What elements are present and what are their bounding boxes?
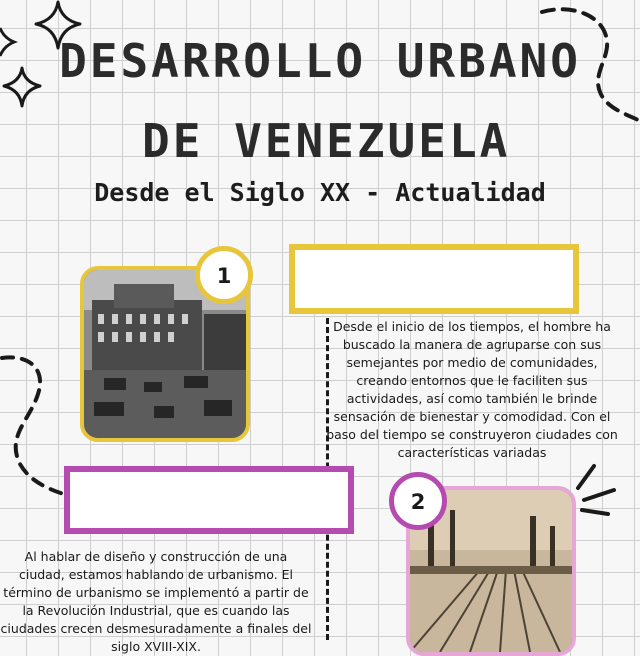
- section1-number-badge: 1: [195, 246, 253, 304]
- section2-paragraph: Al hablar de diseño y construcción de una ciudad, estamos hablando de urbanismo. El término de urbanismo se implementó a partir de la Revolución Industrial, que es cuando las ciudades crecen desmesuradamente a finales del siglo XVIII-XIX.: [0, 549, 312, 654]
- burst-lines-decoration: [572, 462, 640, 518]
- section2-number-badge: 2: [389, 472, 447, 530]
- section2-title-box: [64, 466, 354, 534]
- page-title-line1: DESARROLLO URBANO: [59, 34, 581, 88]
- page-title-line2: DE VENEZUELA: [142, 114, 511, 168]
- section1-paragraph: Desde el inicio de los tiempos, el hombre ha buscado la manera de agruparse con sus semejantes por medio de comunidades, creando entornos que le faciliten sus actividades, así como también le brinde sensación de bienestar y comodidad. Con el paso del tiempo se construyeron ciudades con características variadas: [326, 319, 618, 460]
- section1-title-box: [289, 244, 579, 314]
- page-subtitle: Desde el Siglo XX - Actualidad: [94, 178, 546, 207]
